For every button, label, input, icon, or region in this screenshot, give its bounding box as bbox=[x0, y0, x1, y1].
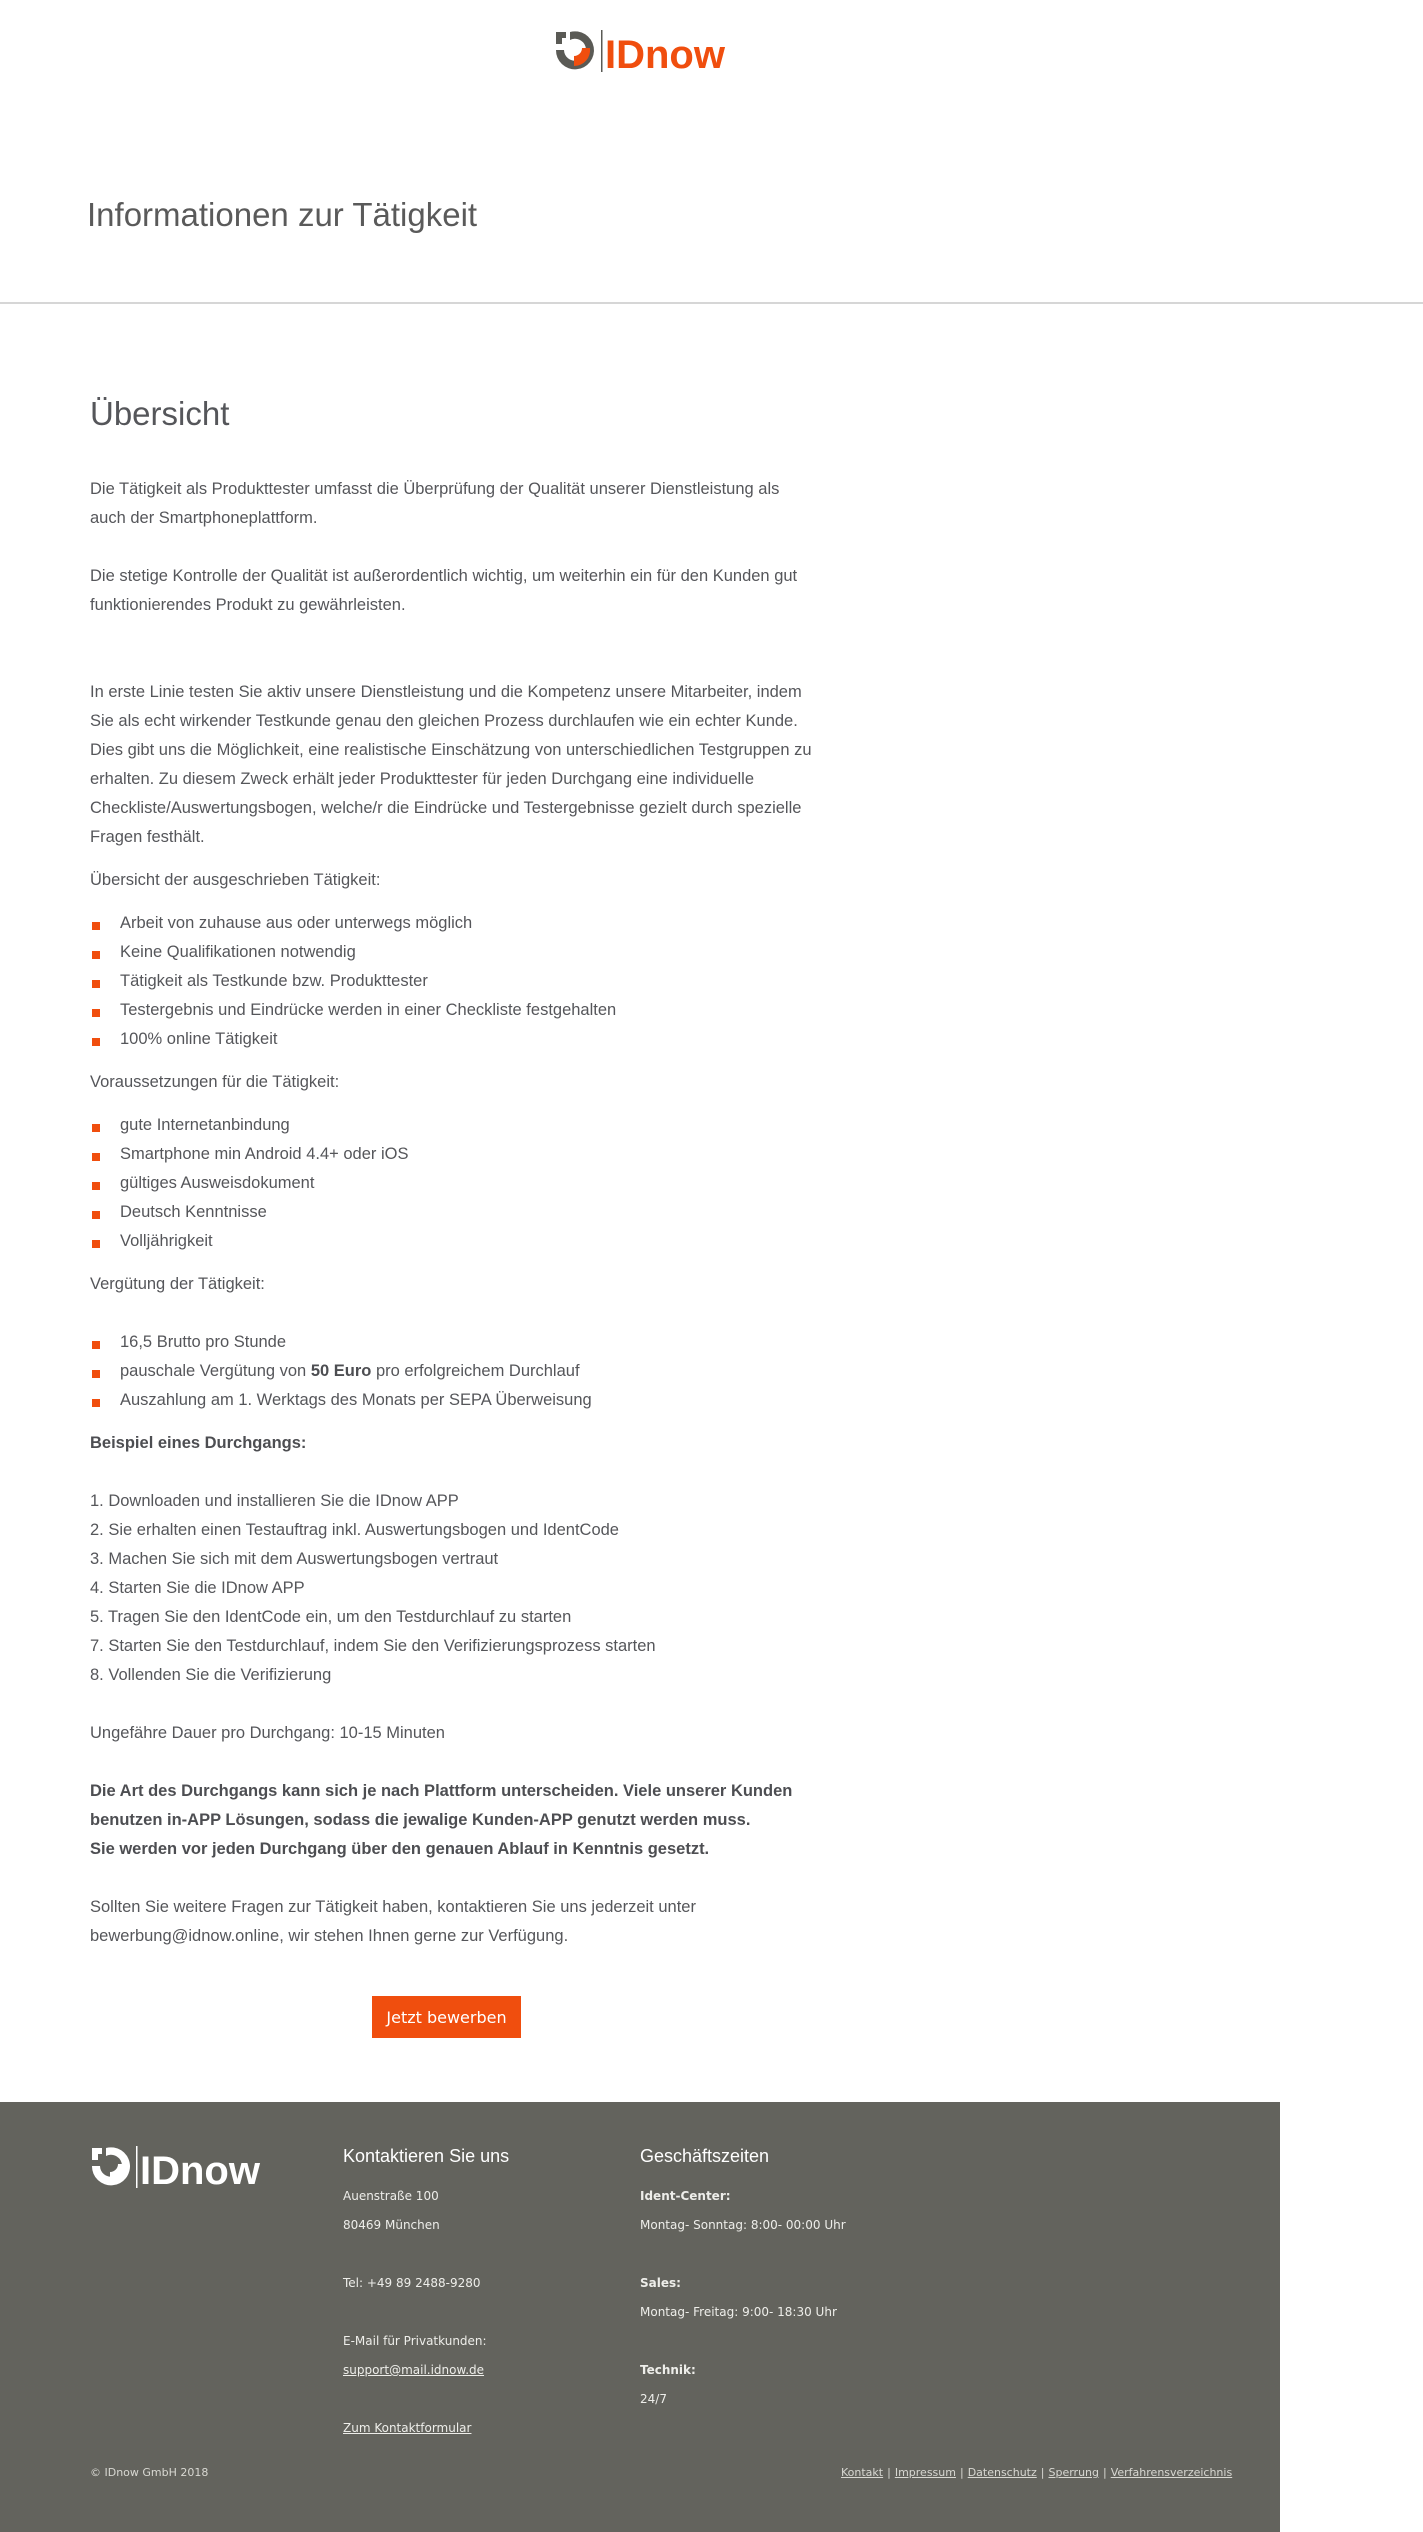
link-separator: | bbox=[1040, 2466, 1045, 2479]
footer-logo-text: IDnow bbox=[140, 2149, 260, 2190]
list-item bbox=[90, 1357, 815, 1386]
step-item: 8. Vollenden Sie die Verifizierung bbox=[90, 1666, 332, 1684]
tech-label: Technik: bbox=[640, 2363, 696, 2377]
contact-column bbox=[343, 2142, 509, 2443]
example-label: Beispiel eines Durchgangs: bbox=[90, 1434, 307, 1452]
overview-label: Übersicht der ausgeschrieben Tätigkeit: bbox=[90, 871, 381, 889]
sales-hours: Montag- Freitag: 9:00- 18:30 Uhr bbox=[640, 2305, 837, 2319]
tech-hours: 24/7 bbox=[640, 2392, 667, 2406]
list-item: Arbeit von zuhause aus oder unterwegs möglich bbox=[90, 909, 815, 938]
address-city: 80469 München bbox=[343, 2218, 440, 2232]
list-item: Smartphone min Android 4.4+ oder iOS bbox=[90, 1140, 815, 1169]
list-item: gültiges Ausweisdokument bbox=[90, 1169, 815, 1198]
list-item: Volljährigkeit bbox=[90, 1227, 815, 1256]
step-item: 2. Sie erhalten einen Testauftrag inkl. Auswertungsbogen und IdentCode bbox=[90, 1521, 619, 1539]
pay-text: pro erfolgreichem Durchlauf bbox=[371, 1362, 580, 1380]
verfahrensverzeichnis-link[interactable]: Verfahrensverzeichnis bbox=[1110, 2466, 1233, 2479]
link-separator: | bbox=[959, 2466, 964, 2479]
support-email-link[interactable]: support@mail.idnow.de bbox=[343, 2363, 485, 2377]
step-item: 4. Starten Sie die IDnow APP bbox=[90, 1579, 305, 1597]
section-heading: Übersicht bbox=[90, 395, 230, 432]
page-title: Informationen zur Tätigkeit bbox=[87, 196, 478, 233]
contact-paragraph: Sollten Sie weitere Fragen zur Tätigkeit haben, kontaktieren Sie uns jederzeit unter bewerbung@idnow.online, wir stehen Ihnen gerne zur Verfügung. bbox=[90, 1898, 696, 1945]
overview-list bbox=[90, 909, 815, 1054]
main-content bbox=[90, 388, 815, 1951]
legal-links bbox=[841, 2466, 1232, 2479]
list-item: gute Internetanbindung bbox=[90, 1111, 815, 1140]
list-item: Auszahlung am 1. Werktags des Monats per SEPA Überweisung bbox=[90, 1386, 815, 1415]
pay-text: pauschale Vergütung von bbox=[120, 1362, 311, 1380]
requirements-label: Voraussetzungen für die Tätigkeit: bbox=[90, 1073, 340, 1091]
kontakt-link[interactable]: Kontakt bbox=[841, 2466, 884, 2479]
pay-list bbox=[90, 1328, 815, 1415]
address-street: Auenstraße 100 bbox=[343, 2189, 439, 2203]
list-item: 100% online Tätigkeit bbox=[90, 1025, 815, 1054]
idnow-logo-icon bbox=[552, 26, 732, 76]
idnow-logo-icon bbox=[90, 2142, 266, 2190]
phone-number: Tel: +49 89 2488-9280 bbox=[343, 2276, 481, 2290]
description-paragraph: In erste Linie testen Sie aktiv unsere Dienstleistung und die Kompetenz unsere Mitarbeiter, indem Sie als echt wirkender Testkunde genau den gleichen Prozess durchlaufen wie ein echter Kunde. Dies gibt uns die Möglichkeit, eine realistische Einschätzung von unterschiedlichen Testgruppen zu erhalten. Zu diesem Zweck erhält jeder Produkttester für jeden Durchgang eine individuelle Checkliste/Auswertungsbogen, welche/r die Eindrücke und Testergebnisse gezielt durch spezielle Fragen festhält. bbox=[90, 683, 812, 846]
list-item: Testergebnis und Eindrücke werden in einer Checkliste festgehalten bbox=[90, 996, 815, 1025]
header-divider bbox=[0, 302, 1423, 304]
contact-heading: Kontaktieren Sie uns bbox=[343, 2146, 510, 2166]
ident-hours: Montag- Sonntag: 8:00- 00:00 Uhr bbox=[640, 2218, 846, 2232]
sales-label: Sales: bbox=[640, 2276, 681, 2290]
quality-paragraph: Die stetige Kontrolle der Qualität ist außerordentlich wichtig, um weiterhin ein für den Kunden gut funktionierendes Produkt zu gewährleisten. bbox=[90, 567, 798, 614]
contact-form-link[interactable]: Zum Kontaktformular bbox=[343, 2421, 472, 2435]
hours-heading: Geschäftszeiten bbox=[640, 2146, 770, 2166]
email-label: E-Mail für Privatkunden: bbox=[343, 2334, 487, 2348]
sperrung-link[interactable]: Sperrung bbox=[1048, 2466, 1099, 2479]
logo-text: IDnow bbox=[605, 33, 725, 76]
step-item: 1. Downloaden und installieren Sie die IDnow APP bbox=[90, 1492, 459, 1510]
pay-amount: 50 Euro bbox=[310, 1362, 372, 1380]
datenschutz-link[interactable]: Datenschutz bbox=[967, 2466, 1037, 2479]
duration-text: Ungefähre Dauer pro Durchgang: 10-15 Minuten bbox=[90, 1724, 445, 1742]
process-note: Sie werden vor jeden Durchgang über den genauen Ablauf in Kenntnis gesetzt. bbox=[90, 1840, 710, 1858]
step-item: 3. Machen Sie sich mit dem Auswertungsbogen vertraut bbox=[90, 1550, 499, 1568]
apply-button[interactable]: Jetzt bewerben bbox=[372, 1996, 521, 2038]
step-item: 5. Tragen Sie den IdentCode ein, um den Testdurchlauf zu starten bbox=[90, 1608, 572, 1626]
ident-label: Ident-Center: bbox=[640, 2189, 731, 2203]
idnow-logo[interactable] bbox=[552, 26, 732, 76]
copyright: © IDnow GmbH 2018 bbox=[90, 2466, 209, 2479]
list-item: 16,5 Brutto pro Stunde bbox=[90, 1328, 815, 1357]
hours-column bbox=[640, 2142, 846, 2414]
pay-label: Vergütung der Tätigkeit: bbox=[90, 1275, 265, 1293]
list-item: Keine Qualifikationen notwendig bbox=[90, 938, 815, 967]
intro-paragraph: Die Tätigkeit als Produkttester umfasst die Überprüfung der Qualität unserer Dienstleistung als auch der Smartphoneplattform. bbox=[90, 480, 780, 527]
requirements-list bbox=[90, 1111, 815, 1256]
footer-logo[interactable] bbox=[90, 2142, 266, 2190]
footer bbox=[0, 2102, 1280, 2532]
list-item: Deutsch Kenntnisse bbox=[90, 1198, 815, 1227]
step-item: 7. Starten Sie den Testdurchlauf, indem Sie den Verifizierungsprozess starten bbox=[90, 1637, 656, 1655]
link-separator: | bbox=[887, 2466, 891, 2479]
steps-list bbox=[90, 1487, 815, 1690]
platform-note: Die Art des Durchgangs kann sich je nach Plattform unterscheiden. Viele unserer Kunden benutzen in-APP Lösungen, sodass die jewalige Kunden-APP genutzt werden muss. bbox=[90, 1782, 793, 1829]
link-separator: | bbox=[1103, 2466, 1107, 2479]
impressum-link[interactable]: Impressum bbox=[894, 2466, 956, 2479]
list-item: Tätigkeit als Testkunde bzw. Produkttester bbox=[90, 967, 815, 996]
